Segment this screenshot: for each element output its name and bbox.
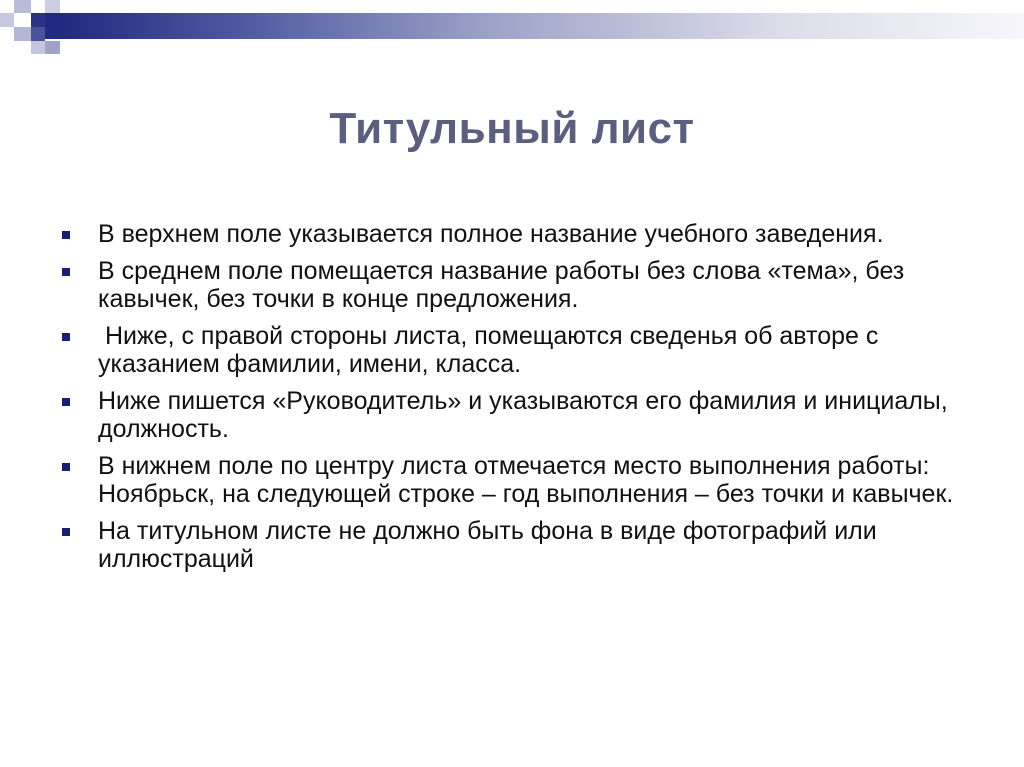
header-gradient-bar — [60, 13, 1024, 39]
bullet-text: В среднем поле помещается название работы без слова «тема», без кавычек, без точки в конце предложения. — [98, 257, 905, 313]
bullet-item — [58, 220, 978, 248]
square-bullet-icon — [62, 463, 70, 471]
bullet-list — [58, 220, 978, 582]
bullet-text: В верхнем поле указывается полное название учебного заведения. — [98, 220, 884, 248]
square-bullet-icon — [62, 528, 70, 536]
deco-square — [31, 13, 45, 27]
square-bullet-icon — [62, 333, 70, 341]
bullet-text: Ниже пишется «Руководитель» и указываются его фамилия и инициалы, должность. — [98, 387, 948, 443]
deco-square — [45, 0, 60, 13]
bullet-item — [58, 452, 978, 508]
square-bullet-icon — [62, 398, 70, 406]
bullet-text: В нижнем поле по центру листа отмечается место выполнения работы: Ноябрьск, на следующей строке – год выполнения – без точки и кавычек. — [98, 452, 954, 508]
bullet-text: Ниже, с правой стороны листа, помещаются сведенья об авторе с указанием фамилии, имени, класса. — [98, 322, 886, 378]
deco-square — [14, 27, 31, 41]
square-bullet-icon — [62, 268, 70, 276]
deco-square — [31, 0, 45, 13]
deco-square — [45, 41, 60, 54]
bullet-item — [58, 322, 978, 378]
deco-square — [45, 13, 60, 39]
deco-square — [31, 41, 45, 54]
bullet-item — [58, 387, 978, 443]
bullet-text: На титульном листе не должно быть фона в виде фотографий или иллюстраций — [98, 517, 877, 573]
deco-square — [14, 0, 31, 13]
deco-square — [14, 13, 31, 27]
deco-square — [31, 27, 45, 41]
square-bullet-icon — [62, 231, 70, 239]
bullet-item — [58, 257, 978, 313]
slide-title: Титульный лист — [329, 104, 695, 153]
bullet-item — [58, 517, 978, 573]
deco-square — [0, 13, 14, 27]
